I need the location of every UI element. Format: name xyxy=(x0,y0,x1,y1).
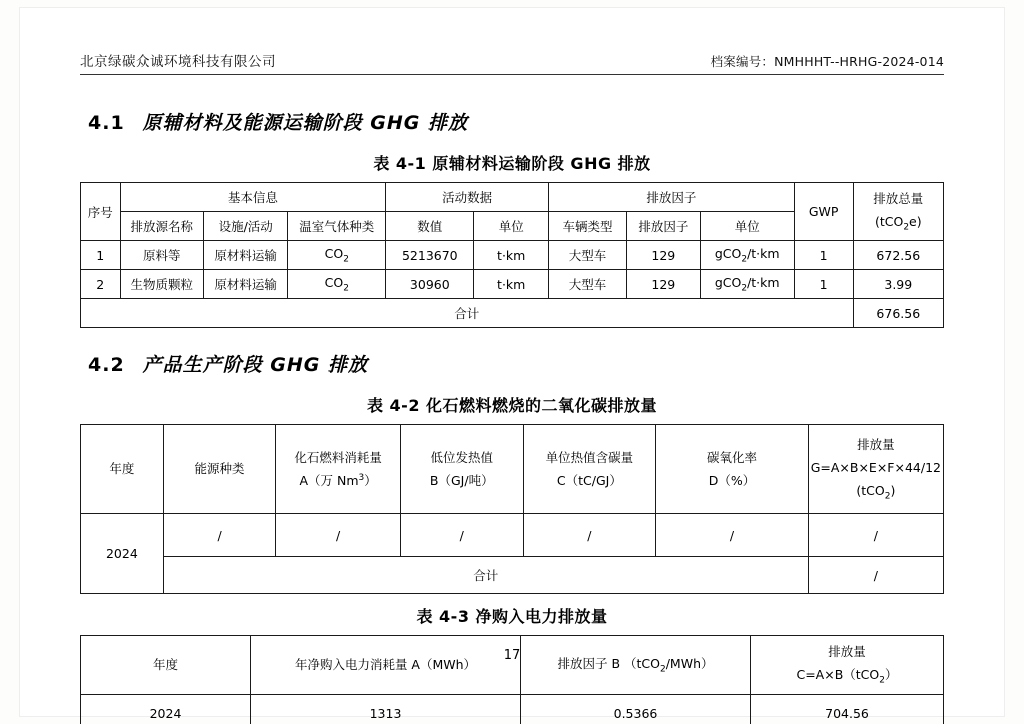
header-consumption: 年净购入电力消耗量 A（MWh） xyxy=(251,636,521,695)
cell-gwp: 1 xyxy=(794,241,853,270)
header-fuel-consumption-line1: 化石燃料消耗量 xyxy=(294,449,382,465)
header-emission-line2: C=A×B（tCO$_2$） xyxy=(796,667,898,686)
table-row xyxy=(81,183,944,212)
cell-energy-type: / xyxy=(163,514,276,557)
header-oxidation-line2: D（%） xyxy=(708,473,756,488)
header-fuel-consumption-line2: A（万 Nm$^3$） xyxy=(299,472,377,488)
cell-carbon-content: / xyxy=(523,514,656,557)
table-4-1-caption: 表 4-1 原辅材料运输阶段 GHG 排放 xyxy=(373,154,651,173)
table-row xyxy=(81,299,944,328)
cell-factor: 0.5366 xyxy=(521,695,751,724)
cell-total: 3.99 xyxy=(853,270,943,299)
header-emission xyxy=(751,636,944,695)
cell-vehicle: 大型车 xyxy=(549,241,627,270)
table-row xyxy=(81,241,944,270)
header-heat-value xyxy=(400,425,523,514)
subheader-vehicle-type: 车辆类型 xyxy=(549,212,627,241)
cell-factor: 129 xyxy=(626,270,700,299)
cell-total-label: 合计 xyxy=(163,557,808,594)
subheader-gas-type: 温室气体种类 xyxy=(288,212,386,241)
page-number: 17 xyxy=(503,648,521,663)
archive-number: 档案编号：NMHHHT--HRHG-2024-014 xyxy=(710,54,944,69)
header-carbon-content-line1: 单位热值含碳量 xyxy=(545,449,634,465)
header-total-emission xyxy=(853,183,943,241)
header-activity-data: 活动数据 xyxy=(386,183,549,212)
header-total-line1: 排放总量 xyxy=(873,190,924,206)
header-emission-line3: (tCO$_2$) xyxy=(856,483,896,502)
header-oxidation-rate xyxy=(656,425,809,514)
page-content xyxy=(80,86,944,724)
cell-unit: t·km xyxy=(474,241,549,270)
header-emission-line2: G=A×B×E×F×44/12 xyxy=(810,459,941,475)
cell-emission: / xyxy=(808,514,943,557)
cell-emission: 704.56 xyxy=(751,695,944,724)
cell-seq: 1 xyxy=(81,241,121,270)
cell-unit: t·km xyxy=(474,270,549,299)
table-4-2 xyxy=(80,424,944,594)
table-row xyxy=(81,557,944,594)
cell-year: 2024 xyxy=(81,514,164,594)
subheader-source-name: 排放源名称 xyxy=(120,212,204,241)
page-header xyxy=(80,50,944,75)
cell-gas: $CO_2$ xyxy=(288,270,386,299)
header-emission xyxy=(808,425,943,514)
cell-value: 30960 xyxy=(386,270,474,299)
cell-gwp: 1 xyxy=(794,270,853,299)
table-row xyxy=(81,270,944,299)
section-number: 4.2 xyxy=(88,354,125,376)
table-4-2-caption: 表 4-2 化石燃料燃烧的二氧化碳排放量 xyxy=(366,396,658,415)
cell-year: 2024 xyxy=(81,695,251,724)
section-title: 原辅材料及能源运输阶段 GHG 排放 xyxy=(142,112,468,134)
header-year: 年度 xyxy=(81,425,164,514)
table-row xyxy=(81,425,944,514)
cell-facility: 原材料运输 xyxy=(204,270,288,299)
section-title: 产品生产阶段 GHG 排放 xyxy=(142,354,368,376)
table-row xyxy=(81,695,944,724)
table-4-3-caption: 表 4-3 净购入电力排放量 xyxy=(416,607,608,626)
header-carbon-content-line2: C（tC/GJ） xyxy=(556,473,622,488)
header-emission-line1: 排放量 xyxy=(857,436,895,452)
subheader-facility: 设施/活动 xyxy=(204,212,288,241)
table-row xyxy=(81,636,944,695)
section-heading-4-1 xyxy=(88,108,944,135)
cell-heat-value: / xyxy=(400,514,523,557)
header-emission-factor: 排放因子 xyxy=(549,183,795,212)
header-energy-type: 能源种类 xyxy=(163,425,276,514)
cell-factor-unit: gCO$_2$/t·km xyxy=(700,270,794,299)
subheader-factor-unit: 单位 xyxy=(700,212,794,241)
cell-source: 生物质颗粒 xyxy=(120,270,204,299)
cell-source: 原料等 xyxy=(120,241,204,270)
cell-oxidation: / xyxy=(656,514,809,557)
cell-factor: 129 xyxy=(626,241,700,270)
cell-total-value: 676.56 xyxy=(853,299,943,328)
section-number: 4.1 xyxy=(88,112,125,134)
cell-fuel-consumption: / xyxy=(276,514,401,557)
subheader-unit: 单位 xyxy=(474,212,549,241)
header-fuel-consumption xyxy=(276,425,401,514)
cell-vehicle: 大型车 xyxy=(549,270,627,299)
subheader-value: 数值 xyxy=(386,212,474,241)
cell-facility: 原材料运输 xyxy=(204,241,288,270)
company-name: 北京绿碳众诚环境科技有限公司 xyxy=(80,54,276,70)
table-row xyxy=(81,514,944,557)
header-heat-value-line2: B（GJ/吨） xyxy=(429,473,494,488)
page-sheet xyxy=(20,8,1004,721)
section-heading-4-2 xyxy=(88,350,944,377)
header-total-line2: (tCO$_2$e) xyxy=(874,213,922,233)
header-heat-value-line1: 低位发热值 xyxy=(430,449,493,465)
cell-factor-unit: gCO$_2$/t·km xyxy=(700,241,794,270)
cell-seq: 2 xyxy=(81,270,121,299)
cell-total-value: / xyxy=(808,557,943,594)
header-emission-line1: 排放量 xyxy=(828,644,866,660)
cell-total-label: 合计 xyxy=(81,299,854,328)
cell-consumption: 1313 xyxy=(251,695,521,724)
table-4-1 xyxy=(80,182,944,328)
header-year: 年度 xyxy=(81,636,251,695)
cell-gas: $CO_2$ xyxy=(288,241,386,270)
header-factor: 排放因子 B （tCO$_2$/MWh） xyxy=(521,636,751,695)
subheader-factor: 排放因子 xyxy=(626,212,700,241)
cell-value: 5213670 xyxy=(386,241,474,270)
header-seq: 序号 xyxy=(81,183,121,241)
header-carbon-content xyxy=(523,425,656,514)
header-basic-info: 基本信息 xyxy=(120,183,386,212)
header-gwp: GWP xyxy=(794,183,853,241)
header-oxidation-line1: 碳氧化率 xyxy=(706,449,757,465)
cell-total: 672.56 xyxy=(853,241,943,270)
